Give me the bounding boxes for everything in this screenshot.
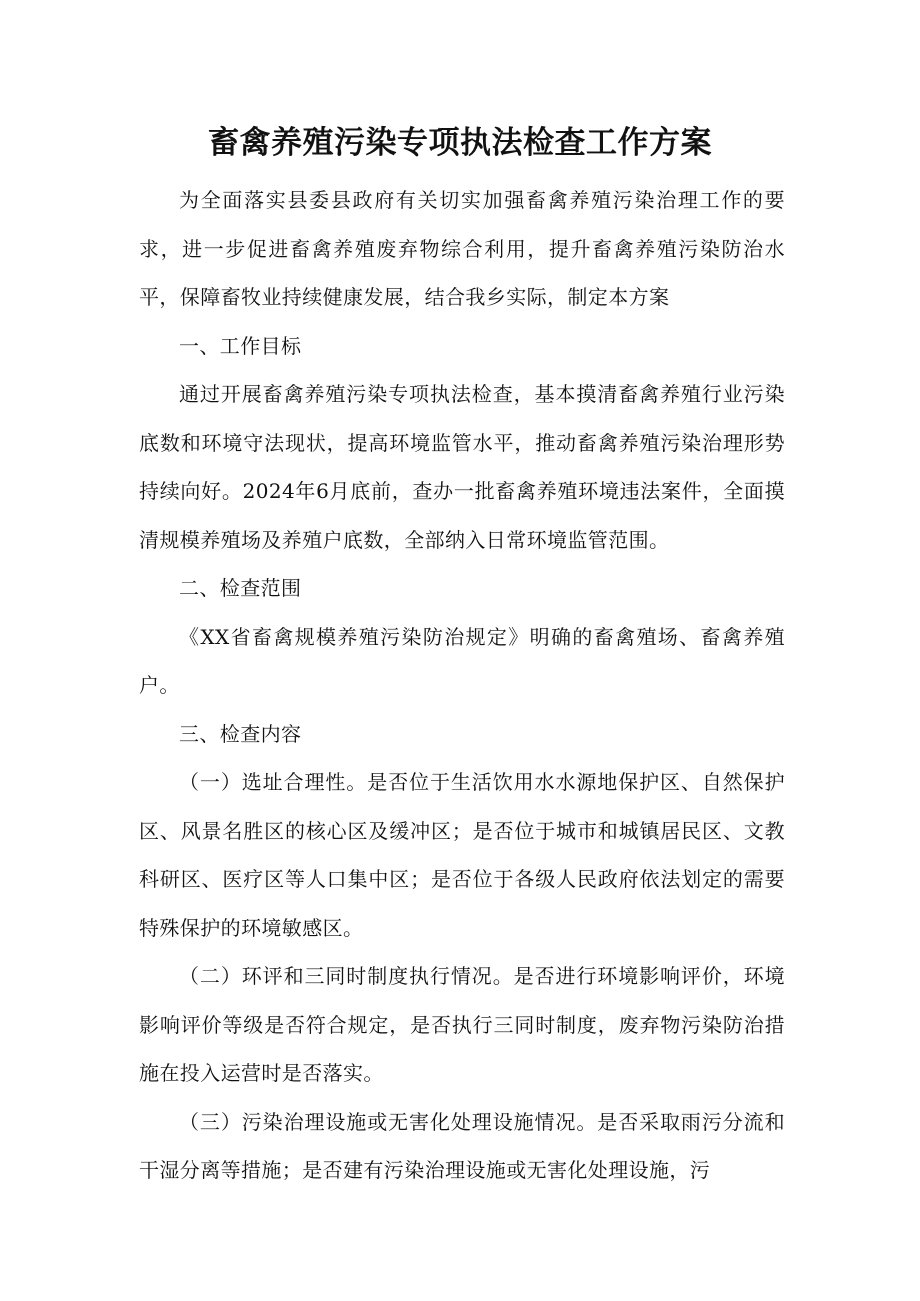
document-body — [139, 176, 785, 1195]
goals-paragraph: 通过开展畜禽养殖污染专项执法检查，基本摸清畜禽养殖行业污染底数和环境守法现状，提高环境监管水平，推动畜禽养殖污染治理形势持续向好。2024年6月底前，查办一批畜禽养殖环境违法案件，全面摸清规模养殖场及养殖户底数，全部纳入日常环境监管范围。 — [139, 382, 785, 552]
scope-paragraph: 《XX省畜禽规模养殖污染防治规定》明确的畜禽殖场、畜禽养殖户。 — [139, 624, 785, 697]
content-item-site-selection: （一）选址合理性。是否位于生活饮用水水源地保护区、自然保护区、风景名胜区的核心区及缓冲区；是否位于城市和城镇居民区、文教科研区、医疗区等人口集中区；是否位于各级人民政府依法划定的需要特殊保护的环境敏感区。 — [139, 770, 785, 940]
section-heading-scope: 二、检查范围 — [179, 576, 302, 600]
content-item-treatment-facilities: （三）污染治理设施或无害化处理设施情况。是否采取雨污分流和干湿分离等措施；是否建有污染治理设施或无害化处理设施，污 — [139, 1109, 785, 1182]
section-heading-content: 三、检查内容 — [179, 721, 302, 746]
section-heading-goals: 一、工作目标 — [179, 333, 302, 358]
intro-paragraph: 为全面落实县委县政府有关切实加强畜禽养殖污染治理工作的要求，进一步促进畜禽养殖废弃物综合利用，提升畜禽养殖污染防治水平，保障畜牧业持续健康发展，结合我乡实际，制定本方案 — [139, 188, 785, 309]
document-title: 畜禽养殖污染专项执法检查工作方案 — [208, 125, 712, 161]
content-item-eia: （二）环评和三同时制度执行情况。是否进行环境影响评价，环境影响评价等级是否符合规定，是否执行三同时制度，废弃物污染防治措施在投入运营时是否落实。 — [139, 964, 785, 1085]
